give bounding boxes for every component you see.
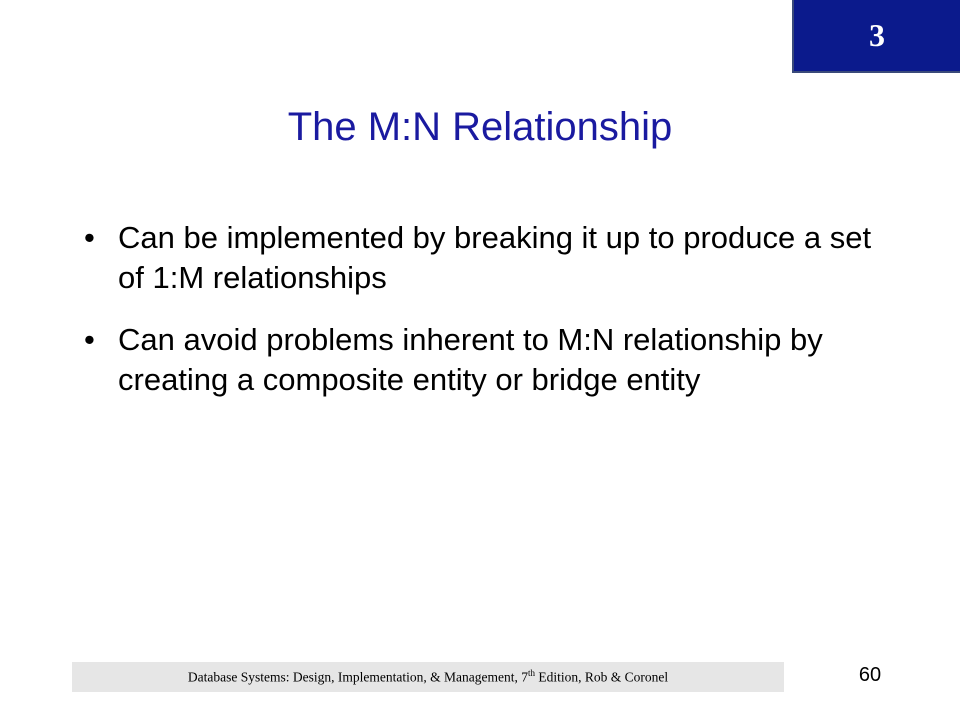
chapter-number: 3 (869, 17, 885, 53)
bullet-marker: • (84, 322, 95, 357)
bullet-list (80, 218, 880, 422)
page-number: 60 (858, 664, 882, 686)
bullet-text: Can be implemented by breaking it up to produce a set of 1:M relationships (118, 220, 872, 295)
footer-text (188, 668, 668, 686)
slide-title: The M:N Relationship (287, 105, 673, 149)
bullet-item (80, 320, 880, 400)
footer-bar (72, 662, 784, 692)
footer-text-end: Edition, Rob & Coronel (534, 669, 669, 685)
bullet-text: Can avoid problems inherent to M:N relationship by creating a composite entity or bridge entity (118, 322, 823, 397)
bullet-item (80, 218, 880, 298)
footer-text-main: Database Systems: Design, Implementation, & Management, 7 (187, 669, 528, 685)
footer-superscript: th (527, 668, 535, 679)
chapter-badge (792, 0, 960, 73)
bullet-marker: • (84, 220, 95, 255)
